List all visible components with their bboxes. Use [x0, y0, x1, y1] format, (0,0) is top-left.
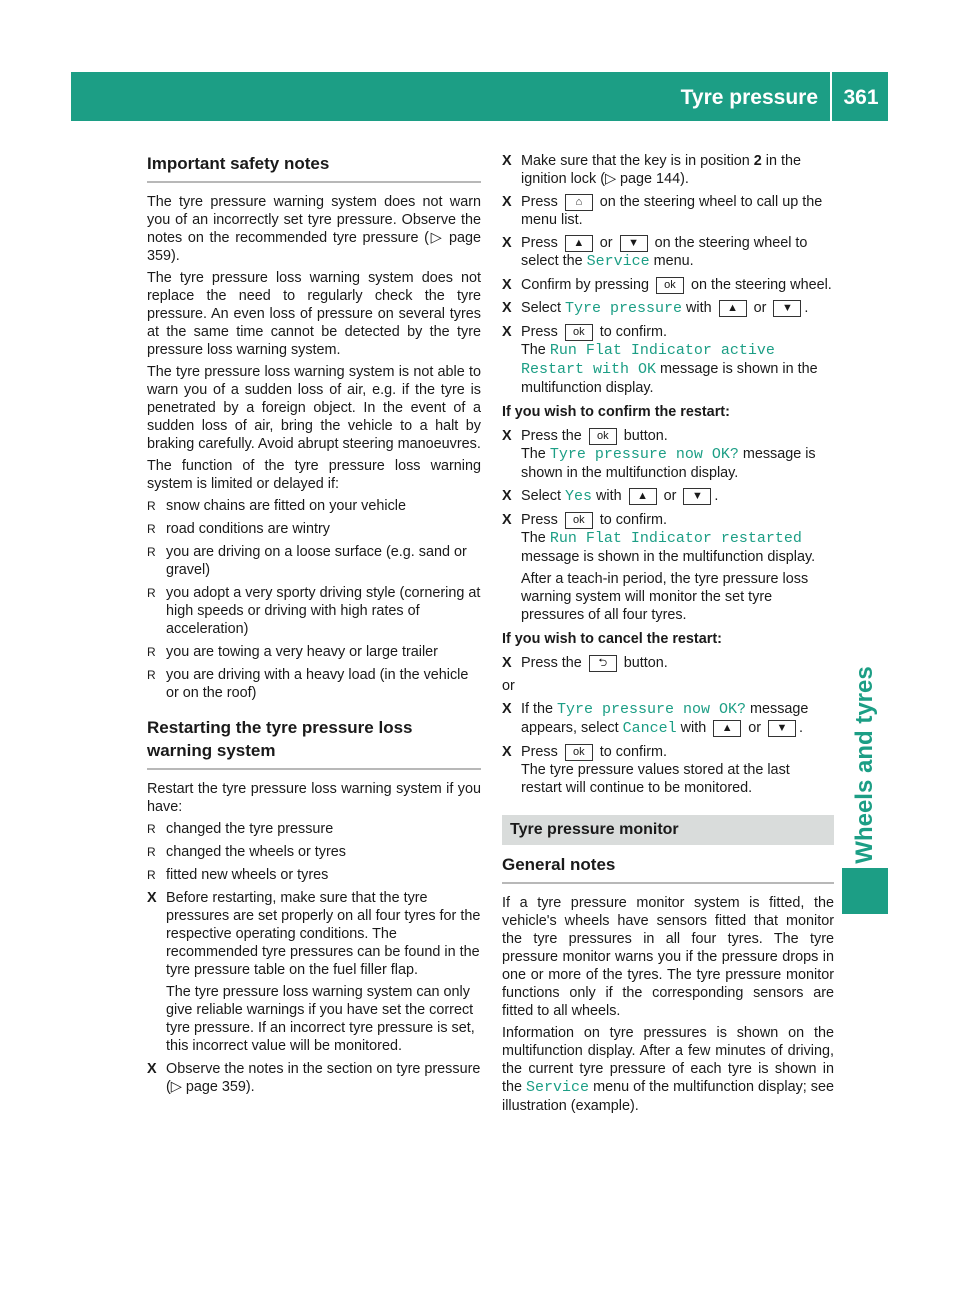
divider — [147, 181, 481, 183]
action-step: X Observe the notes in the section on tyre pressure (▷ page 359). — [147, 1061, 481, 1095]
action-step: X Make sure that the key is in position 2 in the ignition lock (▷ page 144). — [502, 153, 801, 187]
paragraph: The function of the tyre pressure loss warning system is limited or delayed if: — [147, 458, 481, 492]
down-key-icon: ▼ — [683, 488, 711, 505]
list-item: R you are driving with a heavy load (in the vehicle or on the roof) — [147, 667, 469, 701]
action-step: X Confirm by pressing ok on the steering wheel. — [502, 277, 832, 293]
divider — [502, 882, 834, 884]
action-step: X Press ▲ or ▼ on the steering wheel to select the Service menu. — [502, 235, 808, 270]
list-item: R fitted new wheels or tyres — [147, 867, 329, 883]
up-key-icon: ▲ — [565, 235, 593, 252]
action-step: X If the Tyre pressure now OK? message appears, select Cancel with ▲ or ▼ . — [502, 701, 809, 737]
or-text: or — [502, 678, 515, 694]
page-number: 361 — [843, 86, 879, 109]
action-icon: X — [502, 277, 512, 293]
paragraph: Restart the tyre pressure loss warning system if you have: — [147, 781, 481, 815]
action-step: X Select Yes with ▲ or ▼ . — [502, 488, 719, 505]
section-banner: Tyre pressure monitor — [502, 815, 834, 845]
heading-safety: Important safety notes — [147, 154, 330, 173]
action-step: X Before restarting, make sure that the tyre pressures are set properly on all four tyres for the respective operating conditions. The recommended tyre pressures can be found in the tyre pressure table on the fuel filler flap. The tyre pressure loss warning system can only give reliable warnings if you have set the correct tyre pressure. If an incorrect tyre pressure is set, this incorrect value will be monitored. — [147, 890, 481, 1054]
paragraph: The tyre pressure loss warning system does not replace the need to regularly check the tyre pressure. An even loss of pressure on several tyres at the same time cannot be detected by the tyre pressure loss warning system. — [147, 270, 481, 358]
action-icon: X — [502, 324, 512, 340]
ok-key-icon: ok — [565, 324, 593, 341]
back-key-icon: ⮌ — [589, 655, 617, 672]
action-step: X Press ⌂ on the steering wheel to call up the menu list. — [502, 194, 823, 228]
list-item: R snow chains are fitted on your vehicle — [147, 498, 406, 514]
bullet-icon: R — [147, 545, 156, 559]
side-section-label: Wheels and tyres — [851, 666, 878, 864]
paragraph: If a tyre pressure monitor system is fitted, the vehicle's wheels have sensors fitted that monitor the tyre pressures in all four tyres. The tyre pressure monitor warns you if the pressure drops in one or more of the tyres. The tyre pressure monitor functions only if the corresponding sensors are fitted to all wheels. — [502, 895, 834, 1019]
bullet-icon: R — [147, 522, 156, 536]
page-header — [71, 72, 888, 121]
ok-key-icon: ok — [656, 277, 684, 294]
paragraph: The tyre pressure warning system does not warn you of an incorrectly set tyre pressure. Observe the notes on the recommended tyre pressure (▷ page 359). — [147, 194, 481, 264]
down-key-icon: ▼ — [620, 235, 648, 252]
subheading-confirm: If you wish to confirm the restart: — [502, 404, 730, 420]
ok-key-icon: ok — [565, 744, 593, 761]
action-step: X Press ok to confirm. The Run Flat Indicator active Restart with OK message is shown in the multifunction display. — [502, 324, 818, 396]
list-item: R changed the wheels or tyres — [147, 844, 346, 860]
action-icon: X — [502, 488, 512, 504]
home-key-icon: ⌂ — [565, 194, 593, 211]
ok-key-icon: ok — [589, 428, 617, 445]
list-item: R you adopt a very sporty driving style (cornering at high speeds or driving with high rates of acceleration) — [147, 585, 481, 637]
action-icon: X — [147, 890, 157, 906]
bullet-icon: R — [147, 586, 156, 600]
action-step: X Select Tyre pressure with ▲ or ▼ . — [502, 300, 809, 317]
ok-key-icon: ok — [565, 512, 593, 529]
header-title: Tyre pressure — [680, 86, 818, 109]
list-item: R road conditions are wintry — [147, 521, 330, 537]
action-icon: X — [502, 701, 512, 717]
side-tab — [842, 868, 888, 914]
action-icon: X — [502, 744, 512, 760]
header-separator — [830, 72, 832, 121]
up-key-icon: ▲ — [719, 300, 747, 317]
down-key-icon: ▼ — [773, 300, 801, 317]
bullet-icon: R — [147, 868, 156, 882]
action-icon: X — [502, 235, 512, 251]
list-item: R changed the tyre pressure — [147, 821, 334, 837]
right-column — [502, 152, 834, 1119]
list-item: R you are towing a very heavy or large trailer — [147, 644, 438, 660]
bullet-icon: R — [147, 845, 156, 859]
action-icon: X — [502, 300, 512, 316]
action-icon: X — [502, 655, 512, 671]
action-icon: X — [502, 194, 512, 210]
bullet-icon: R — [147, 645, 156, 659]
action-step: X Press the ok button. The Tyre pressure now OK? message is shown in the multifunction display. — [502, 428, 816, 481]
paragraph: The tyre pressure loss warning system is not able to warn you of a sudden loss of air, e.g. if the tyre is penetrated by a foreign object. In the event of a sudden loss of air, bring the vehicle to a halt by braking carefully. Avoid abrupt steering manoeuvres. — [147, 364, 481, 452]
up-key-icon: ▲ — [629, 488, 657, 505]
action-icon: X — [502, 428, 512, 444]
bullet-icon: R — [147, 499, 156, 513]
action-icon: X — [147, 1061, 157, 1077]
bullet-icon: R — [147, 668, 156, 682]
action-step: X Press ok to confirm. The Run Flat Indicator restarted message is shown in the multifunction display. After a teach-in period, the tyre pressure loss warning system will monitor the set tyre pressures of all four tyres. — [502, 511, 834, 624]
action-step: X Press ok to confirm. The tyre pressure values stored at the last restart will continue to be monitored. — [502, 744, 790, 796]
divider — [147, 768, 481, 770]
step-note: After a teach-in period, the tyre pressure loss warning system will monitor the set tyre pressures of all four tyres. — [521, 571, 809, 623]
action-step: X Press the ⮌ button. — [502, 655, 668, 671]
subheading-cancel: If you wish to cancel the restart: — [502, 631, 722, 647]
down-key-icon: ▼ — [768, 720, 796, 737]
list-item: R you are driving on a loose surface (e.g. sand or gravel) — [147, 544, 467, 578]
left-column — [147, 152, 481, 1101]
step-note: The tyre pressure loss warning system can only give reliable warnings if you have set the correct tyre pressure. If an incorrect tyre pressure is set, this incorrect value will be monitored. — [166, 984, 475, 1054]
heading-restart: Restarting the tyre pressure loss warning system — [147, 718, 413, 760]
bullet-icon: R — [147, 822, 156, 836]
action-icon: X — [502, 512, 512, 528]
action-icon: X — [502, 153, 512, 169]
up-key-icon: ▲ — [713, 720, 741, 737]
paragraph: Information on tyre pressures is shown on the multifunction display. After a few minutes of driving, the current tyre pressure of each tyre is shown in the Service menu of the multifunction display; see illustration (example). — [502, 1025, 835, 1114]
heading-general: General notes — [502, 855, 616, 874]
